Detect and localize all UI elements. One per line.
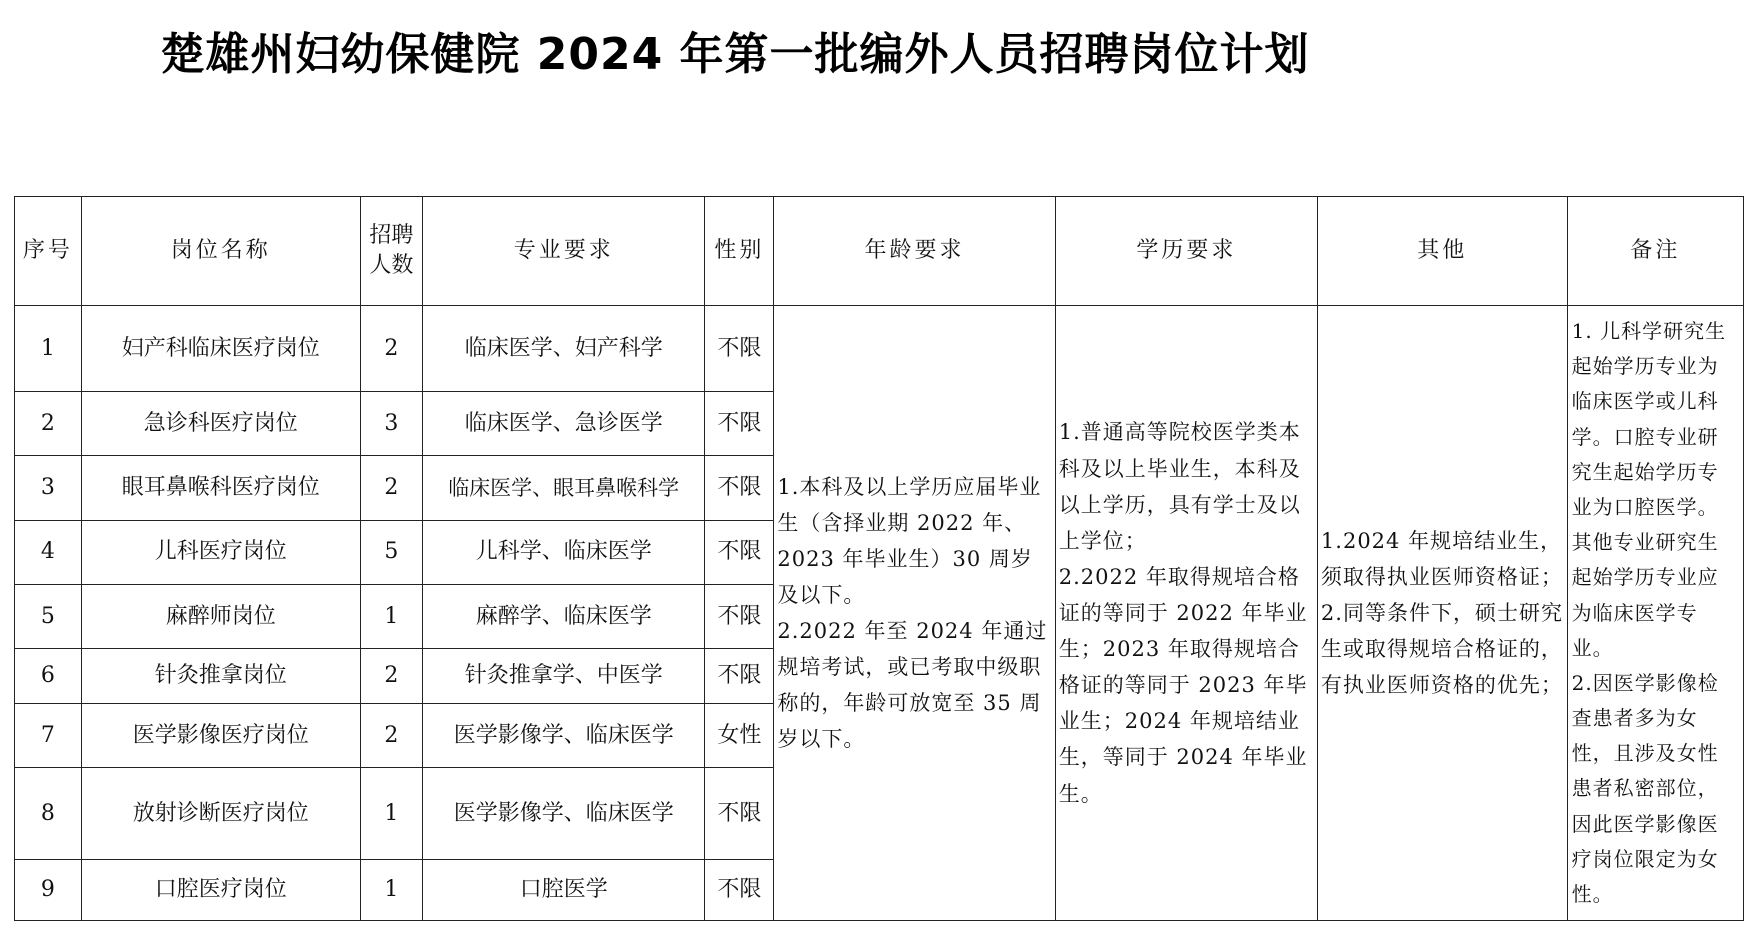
header-education: 学历要求 bbox=[1055, 197, 1317, 306]
cell-other-requirement bbox=[1317, 306, 1567, 921]
cell-position: 妇产科临床医疗岗位 bbox=[81, 306, 360, 392]
cell-gender: 不限 bbox=[705, 860, 774, 921]
cell-remarks bbox=[1567, 306, 1743, 921]
cell-gender: 不限 bbox=[705, 768, 774, 860]
cell-position: 医学影像医疗岗位 bbox=[81, 704, 360, 768]
cell-education-requirement bbox=[1055, 306, 1317, 921]
cell-count: 1 bbox=[360, 768, 422, 860]
header-major: 专业要求 bbox=[422, 197, 705, 306]
cell-count: 3 bbox=[360, 392, 422, 456]
cell-no: 6 bbox=[15, 648, 82, 703]
cell-gender: 不限 bbox=[705, 648, 774, 703]
cell-position: 口腔医疗岗位 bbox=[81, 860, 360, 921]
cell-count: 2 bbox=[360, 306, 422, 392]
cell-no: 9 bbox=[15, 860, 82, 921]
age-requirement-item: 2.2022 年至 2024 年通过规培考试，或已考取中级职称的，年龄可放宽至 35 周岁以下。 bbox=[777, 619, 1048, 752]
cell-major: 临床医学、急诊医学 bbox=[422, 392, 705, 456]
cell-position: 儿科医疗岗位 bbox=[81, 520, 360, 584]
cell-no: 7 bbox=[15, 704, 82, 768]
cell-no: 3 bbox=[15, 456, 82, 520]
cell-gender: 不限 bbox=[705, 520, 774, 584]
cell-major: 医学影像学、临床医学 bbox=[422, 704, 705, 768]
education-requirement-item: 2.2022 年取得规培合格证的等同于 2022 年毕业生；2023 年取得规培合格证的等同于 2023 年毕业生；2024 年规培结业生，等同于 2024 年毕业生。 bbox=[1058, 564, 1308, 806]
page-title: 楚雄州妇幼保健院 2024 年第一批编外人员招聘岗位计划 bbox=[160, 29, 1310, 80]
cell-gender: 不限 bbox=[705, 306, 774, 392]
cell-no: 2 bbox=[15, 392, 82, 456]
header-position: 岗位名称 bbox=[81, 197, 360, 306]
cell-major: 针灸推拿学、中医学 bbox=[422, 648, 705, 703]
remarks-item: 1. 儿科学研究生起始学历专业为临床医学或儿科学。口腔专业研究生起始学历专业为口腔医学。其他专业研究生起始学历专业应为临床医学专业。 bbox=[1571, 319, 1727, 660]
cell-position: 眼耳鼻喉科医疗岗位 bbox=[81, 456, 360, 520]
cell-count: 1 bbox=[360, 584, 422, 648]
cell-no: 4 bbox=[15, 520, 82, 584]
cell-major: 医学影像学、临床医学 bbox=[422, 768, 705, 860]
table-header-row bbox=[15, 197, 1744, 306]
other-requirement-item: 2.同等条件下，硕士研究生或取得规培合格证的，有执业医师资格的优先； bbox=[1320, 601, 1563, 698]
header-no: 序号 bbox=[15, 197, 82, 306]
cell-no: 1 bbox=[15, 306, 82, 392]
cell-count: 1 bbox=[360, 860, 422, 921]
cell-count: 2 bbox=[360, 648, 422, 703]
cell-count: 5 bbox=[360, 520, 422, 584]
header-gender: 性别 bbox=[705, 197, 774, 306]
header-remarks: 备注 bbox=[1567, 197, 1743, 306]
recruitment-table bbox=[14, 196, 1744, 921]
age-requirement-item: 1.本科及以上学历应届毕业生（含择业期 2022 年、2023 年毕业生）30 周岁及以下。 bbox=[777, 474, 1042, 607]
cell-position: 麻醉师岗位 bbox=[81, 584, 360, 648]
cell-count: 2 bbox=[360, 704, 422, 768]
header-other: 其他 bbox=[1317, 197, 1567, 306]
cell-gender: 不限 bbox=[705, 584, 774, 648]
cell-no: 5 bbox=[15, 584, 82, 648]
cell-age-requirement bbox=[774, 306, 1055, 921]
cell-gender: 不限 bbox=[705, 456, 774, 520]
cell-major: 麻醉学、临床医学 bbox=[422, 584, 705, 648]
remarks-item: 2.因医学影像检查患者多为女性，且涉及女性患者私密部位，因此医学影像医疗岗位限定为女性。 bbox=[1571, 670, 1719, 906]
other-requirement-item: 1.2024 年规培结业生，须取得执业医师资格证； bbox=[1320, 528, 1563, 589]
cell-position: 急诊科医疗岗位 bbox=[81, 392, 360, 456]
education-requirement-item: 1.普通高等院校医学类本科及以上毕业生，本科及以上学历，具有学士及以上学位； bbox=[1058, 420, 1301, 553]
cell-position: 放射诊断医疗岗位 bbox=[81, 768, 360, 860]
cell-no: 8 bbox=[15, 768, 82, 860]
cell-position: 针灸推拿岗位 bbox=[81, 648, 360, 703]
table-row bbox=[15, 306, 1744, 392]
cell-major: 口腔医学 bbox=[422, 860, 705, 921]
header-age: 年龄要求 bbox=[774, 197, 1055, 306]
cell-major: 临床医学、妇产科学 bbox=[422, 306, 705, 392]
cell-major: 儿科学、临床医学 bbox=[422, 520, 705, 584]
cell-major: 临床医学、眼耳鼻喉科学 bbox=[422, 456, 705, 520]
cell-gender: 女性 bbox=[705, 704, 774, 768]
cell-count: 2 bbox=[360, 456, 422, 520]
header-count: 招聘人数 bbox=[360, 197, 422, 306]
cell-gender: 不限 bbox=[705, 392, 774, 456]
